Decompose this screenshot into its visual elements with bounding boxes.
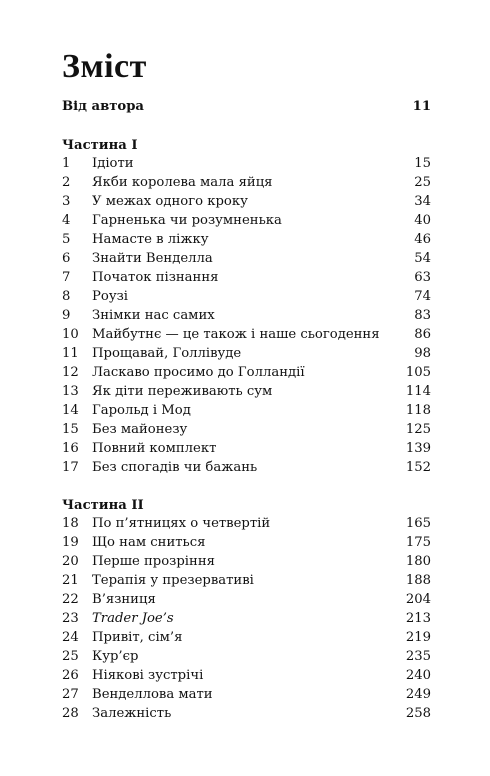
chapter-page: 98 [414, 346, 431, 361]
toc-chapter-row [62, 325, 431, 344]
chapter-title: Як діти переживають сум [92, 384, 273, 399]
chapter-page: 139 [405, 441, 431, 456]
toc-chapter-row [62, 173, 431, 192]
chapter-page: 180 [405, 554, 431, 569]
toc-chapter-row [62, 704, 431, 723]
chapter-title: Венделлова мати [92, 687, 213, 702]
chapter-title: У межах одного кроку [92, 194, 248, 209]
chapter-number: 6 [62, 251, 71, 266]
chapter-number: 23 [62, 611, 79, 626]
toc-chapter-row [62, 306, 431, 325]
chapter-page: 249 [405, 687, 431, 702]
chapter-title: Початок пізнання [92, 270, 219, 285]
chapter-page: 175 [405, 535, 431, 550]
chapter-page: 40 [414, 213, 431, 228]
chapter-page: 63 [414, 270, 431, 285]
toc-chapter-row [62, 230, 431, 249]
chapter-page: 258 [405, 706, 431, 721]
toc-chapter-row [62, 439, 431, 458]
chapter-page: 118 [405, 403, 431, 418]
chapter-title: Кур’єр [92, 649, 139, 664]
chapter-number: 25 [62, 649, 79, 664]
chapter-number: 10 [62, 327, 79, 342]
chapter-number: 12 [62, 365, 79, 380]
toc-chapter-row [62, 382, 431, 401]
chapter-number: 24 [62, 630, 79, 645]
chapter-title: Привіт, сім’я [92, 630, 183, 645]
toc-chapter-row [62, 458, 431, 477]
chapter-number: 13 [62, 384, 79, 399]
chapter-page: 152 [405, 460, 431, 475]
chapter-title: Trader Joe’s [92, 611, 174, 626]
toc-chapter-row [62, 514, 431, 533]
chapter-page: 54 [414, 251, 431, 266]
chapter-title: Без спогадів чи бажань [92, 460, 258, 475]
chapter-page: 46 [414, 232, 431, 247]
part-2-heading: Частина II [62, 498, 144, 513]
chapter-title: Залежність [92, 706, 172, 721]
toc-chapter-row [62, 211, 431, 230]
chapter-title: Ідіоти [92, 156, 134, 171]
chapter-number: 17 [62, 460, 79, 475]
chapter-page: 105 [405, 365, 431, 380]
chapter-number: 21 [62, 573, 79, 588]
chapter-page: 235 [405, 649, 431, 664]
chapter-number: 16 [62, 441, 79, 456]
chapter-title: Знімки нас самих [92, 308, 215, 323]
chapter-number: 27 [62, 687, 79, 702]
toc-chapter-row [62, 249, 431, 268]
toc-chapter-row [62, 192, 431, 211]
part-1-heading: Частина I [62, 138, 138, 153]
chapter-number: 20 [62, 554, 79, 569]
chapter-number: 7 [62, 270, 71, 285]
chapter-page: 240 [405, 668, 431, 683]
chapter-title: Майбутнє — це також і наше сьогодення [92, 327, 380, 342]
chapter-page: 34 [414, 194, 431, 209]
chapter-title: Якби королева мала яйця [92, 175, 273, 190]
toc-chapter-row [62, 287, 431, 306]
chapter-number: 28 [62, 706, 79, 721]
chapter-number: 1 [62, 156, 71, 171]
chapter-title: Ніякові зустрічі [92, 668, 204, 683]
chapter-title: Терапія у презервативі [92, 573, 254, 588]
chapter-title: Прощавай, Голлівуде [92, 346, 242, 361]
toc-chapter-row [62, 647, 431, 666]
toc-chapter-row [62, 590, 431, 609]
toc-chapter-row [62, 628, 431, 647]
chapter-number: 22 [62, 592, 79, 607]
chapter-number: 3 [62, 194, 71, 209]
toc-chapter-row [62, 268, 431, 287]
chapter-number: 2 [62, 175, 71, 190]
toc-chapter-row [62, 685, 431, 704]
foreword-title: Від автора [62, 99, 144, 114]
chapter-page: 213 [405, 611, 431, 626]
chapter-title: Що нам сниться [92, 535, 206, 550]
toc-chapter-row [62, 609, 431, 628]
chapter-page: 125 [405, 422, 431, 437]
chapter-number: 9 [62, 308, 71, 323]
chapter-title: Повний комплект [92, 441, 217, 456]
chapter-page: 204 [405, 592, 431, 607]
chapter-title: В’язниця [92, 592, 156, 607]
chapter-number: 8 [62, 289, 71, 304]
chapter-number: 14 [62, 403, 79, 418]
toc-chapter-row [62, 344, 431, 363]
chapter-number: 26 [62, 668, 79, 683]
chapter-page: 188 [405, 573, 431, 588]
toc-chapter-row [62, 363, 431, 382]
chapter-title: Гарольд і Мод [92, 403, 191, 418]
chapter-title: Роузі [92, 289, 128, 304]
toc-chapter-row [62, 571, 431, 590]
chapter-number: 4 [62, 213, 71, 228]
chapter-page: 83 [414, 308, 431, 323]
toc-chapter-row [62, 401, 431, 420]
toc-chapter-row [62, 154, 431, 173]
toc-chapter-row [62, 533, 431, 552]
chapter-page: 114 [405, 384, 431, 399]
chapter-page: 86 [414, 327, 431, 342]
chapter-title: Намасте в ліжку [92, 232, 209, 247]
chapter-page: 25 [414, 175, 431, 190]
chapter-page: 15 [414, 156, 431, 171]
chapter-number: 5 [62, 232, 71, 247]
chapter-title: Ласкаво просимо до Голландії [92, 365, 305, 380]
chapter-page: 219 [405, 630, 431, 645]
page-title: Зміст [62, 48, 147, 85]
chapter-number: 19 [62, 535, 79, 550]
toc-chapter-row [62, 666, 431, 685]
chapter-page: 165 [405, 516, 431, 531]
chapter-number: 11 [62, 346, 79, 361]
chapter-title: По п’ятницях о четвертій [92, 516, 271, 531]
chapter-number: 18 [62, 516, 79, 531]
toc-chapter-row [62, 552, 431, 571]
chapter-title: Без майонезу [92, 422, 188, 437]
chapter-number: 15 [62, 422, 79, 437]
chapter-page: 74 [414, 289, 431, 304]
toc-chapter-row [62, 420, 431, 439]
chapter-title: Знайти Венделла [92, 251, 213, 266]
foreword-page: 11 [412, 99, 431, 114]
toc-foreword-row [62, 97, 431, 116]
chapter-title: Гарненька чи розумненька [92, 213, 282, 228]
chapter-title: Перше прозріння [92, 554, 215, 569]
